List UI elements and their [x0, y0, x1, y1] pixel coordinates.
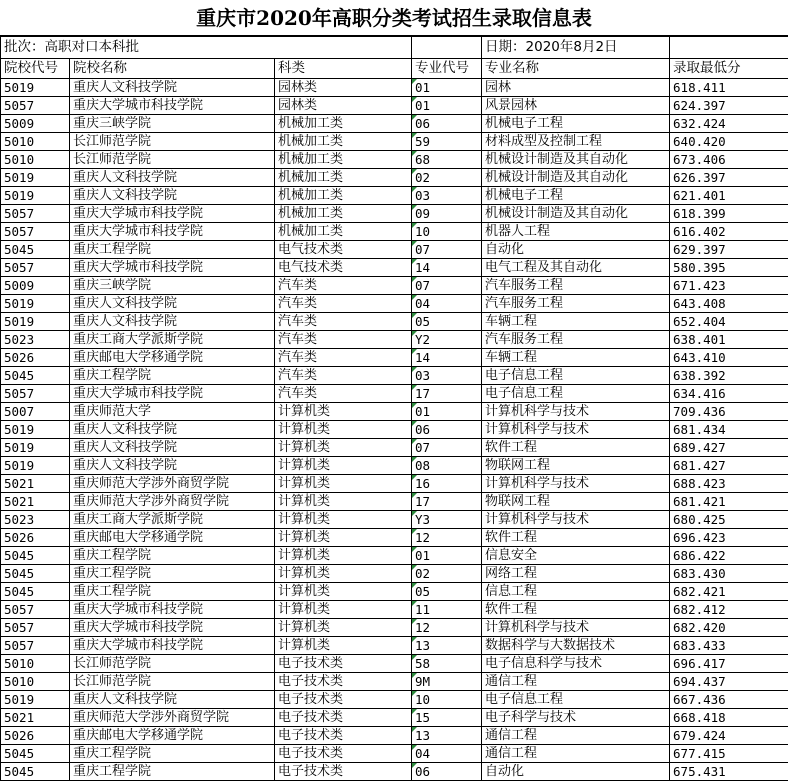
- table-row: [1, 511, 788, 529]
- header-major-code[interactable]: 专业代号: [412, 59, 482, 79]
- school-name-cell[interactable]: 重庆大学城市科技学院: [70, 97, 275, 115]
- min-score-cell[interactable]: 618.411: [670, 79, 788, 97]
- admission-table: [0, 36, 788, 781]
- table-row: [1, 547, 788, 565]
- category-cell[interactable]: 电子技术类: [275, 655, 412, 673]
- school-name-cell[interactable]: 重庆工商大学派斯学院: [70, 331, 275, 349]
- min-score-cell[interactable]: 696.423: [670, 529, 788, 547]
- major-name-cell[interactable]: 通信工程: [482, 745, 670, 763]
- min-score-cell[interactable]: 683.430: [670, 565, 788, 583]
- major-code-cell[interactable]: 15: [412, 709, 482, 727]
- school-name-cell[interactable]: 重庆人文科技学院: [70, 421, 275, 439]
- major-code-cell[interactable]: 17: [412, 493, 482, 511]
- table-row: [1, 97, 788, 115]
- category-cell[interactable]: 电子技术类: [275, 673, 412, 691]
- category-cell[interactable]: 计算机类: [275, 421, 412, 439]
- major-code-cell[interactable]: 07: [412, 277, 482, 295]
- category-cell[interactable]: 机械加工类: [275, 133, 412, 151]
- school-name-cell[interactable]: 重庆工程学院: [70, 583, 275, 601]
- major-name-cell[interactable]: 物联网工程: [482, 493, 670, 511]
- min-score-cell[interactable]: 638.392: [670, 367, 788, 385]
- major-name-cell[interactable]: 计算机科学与技术: [482, 403, 670, 421]
- header-min-score[interactable]: 录取最低分: [670, 59, 788, 79]
- min-score-cell[interactable]: 643.408: [670, 295, 788, 313]
- school-code-cell[interactable]: 5021: [1, 475, 70, 493]
- major-name-cell[interactable]: 软件工程: [482, 439, 670, 457]
- school-code-cell[interactable]: 5057: [1, 601, 70, 619]
- school-code-cell[interactable]: 5019: [1, 457, 70, 475]
- major-code-cell[interactable]: 02: [412, 169, 482, 187]
- school-code-cell[interactable]: 5026: [1, 727, 70, 745]
- major-code-cell[interactable]: 05: [412, 313, 482, 331]
- major-code-cell[interactable]: 06: [412, 115, 482, 133]
- school-name-cell[interactable]: 重庆大学城市科技学院: [70, 619, 275, 637]
- table-row: [1, 637, 788, 655]
- category-cell[interactable]: 汽车类: [275, 295, 412, 313]
- table-row: [1, 313, 788, 331]
- major-code-cell[interactable]: 13: [412, 637, 482, 655]
- major-code-cell[interactable]: 12: [412, 529, 482, 547]
- category-cell[interactable]: 机械加工类: [275, 115, 412, 133]
- school-name-cell[interactable]: 重庆工程学院: [70, 547, 275, 565]
- category-cell[interactable]: 汽车类: [275, 277, 412, 295]
- category-cell[interactable]: 计算机类: [275, 583, 412, 601]
- school-name-cell[interactable]: 重庆大学城市科技学院: [70, 637, 275, 655]
- school-name-cell[interactable]: 重庆师范大学: [70, 403, 275, 421]
- school-code-cell[interactable]: 5019: [1, 421, 70, 439]
- table-row: [1, 223, 788, 241]
- school-name-cell[interactable]: 重庆人文科技学院: [70, 457, 275, 475]
- table-row: [1, 529, 788, 547]
- major-name-cell[interactable]: 机械电子工程: [482, 115, 670, 133]
- min-score-cell[interactable]: 686.422: [670, 547, 788, 565]
- school-code-cell[interactable]: 5021: [1, 493, 70, 511]
- school-name-cell[interactable]: 重庆邮电大学移通学院: [70, 349, 275, 367]
- school-code-cell[interactable]: 5007: [1, 403, 70, 421]
- category-cell[interactable]: 汽车类: [275, 349, 412, 367]
- major-name-cell[interactable]: 机械电子工程: [482, 187, 670, 205]
- category-cell[interactable]: 计算机类: [275, 619, 412, 637]
- major-name-cell[interactable]: 车辆工程: [482, 349, 670, 367]
- major-code-cell[interactable]: 17: [412, 385, 482, 403]
- min-score-cell[interactable]: 683.433: [670, 637, 788, 655]
- table-row: [1, 151, 788, 169]
- min-score-cell[interactable]: 634.416: [670, 385, 788, 403]
- category-cell[interactable]: 汽车类: [275, 385, 412, 403]
- major-name-cell[interactable]: 数据科学与大数据技术: [482, 637, 670, 655]
- major-name-cell[interactable]: 机械设计制造及其自动化: [482, 169, 670, 187]
- school-code-cell[interactable]: 5057: [1, 259, 70, 277]
- category-cell[interactable]: 园林类: [275, 97, 412, 115]
- min-score-cell[interactable]: 681.421: [670, 493, 788, 511]
- category-cell[interactable]: 计算机类: [275, 565, 412, 583]
- major-code-cell[interactable]: Y3: [412, 511, 482, 529]
- school-name-cell[interactable]: 重庆工程学院: [70, 763, 275, 781]
- table-row: [1, 709, 788, 727]
- major-code-cell[interactable]: 11: [412, 601, 482, 619]
- major-name-cell[interactable]: 通信工程: [482, 673, 670, 691]
- major-name-cell[interactable]: 网络工程: [482, 565, 670, 583]
- school-name-cell[interactable]: 长江师范学院: [70, 673, 275, 691]
- batch-cell[interactable]: 批次：高职对口本科批: [1, 37, 412, 59]
- school-code-cell[interactable]: 5019: [1, 295, 70, 313]
- major-code-cell[interactable]: 14: [412, 349, 482, 367]
- table-row: [1, 745, 788, 763]
- category-cell[interactable]: 电子技术类: [275, 709, 412, 727]
- major-name-cell[interactable]: 软件工程: [482, 601, 670, 619]
- school-code-cell[interactable]: 5057: [1, 97, 70, 115]
- major-code-cell[interactable]: 13: [412, 727, 482, 745]
- school-name-cell[interactable]: 重庆大学城市科技学院: [70, 259, 275, 277]
- table-row: [1, 133, 788, 151]
- school-name-cell[interactable]: 重庆大学城市科技学院: [70, 223, 275, 241]
- school-name-cell[interactable]: 重庆大学城市科技学院: [70, 385, 275, 403]
- major-code-cell[interactable]: 01: [412, 403, 482, 421]
- major-code-cell[interactable]: 06: [412, 421, 482, 439]
- major-code-cell[interactable]: 10: [412, 223, 482, 241]
- school-code-cell[interactable]: 5019: [1, 187, 70, 205]
- school-name-cell[interactable]: 重庆师范大学涉外商贸学院: [70, 709, 275, 727]
- school-name-cell[interactable]: 长江师范学院: [70, 151, 275, 169]
- school-code-cell[interactable]: 5057: [1, 619, 70, 637]
- min-score-cell[interactable]: 632.424: [670, 115, 788, 133]
- min-score-cell[interactable]: 652.404: [670, 313, 788, 331]
- category-cell[interactable]: 园林类: [275, 79, 412, 97]
- min-score-cell[interactable]: 638.401: [670, 331, 788, 349]
- date-cell[interactable]: 日期：2020年8月2日: [482, 37, 670, 59]
- school-name-cell[interactable]: 重庆人文科技学院: [70, 439, 275, 457]
- major-name-cell[interactable]: 电子信息工程: [482, 385, 670, 403]
- table-row: [1, 403, 788, 421]
- major-name-cell[interactable]: 园林: [482, 79, 670, 97]
- table-row: [1, 655, 788, 673]
- major-code-cell[interactable]: 9M: [412, 673, 482, 691]
- school-code-cell[interactable]: 5009: [1, 115, 70, 133]
- school-code-cell[interactable]: 5057: [1, 205, 70, 223]
- category-cell[interactable]: 机械加工类: [275, 223, 412, 241]
- school-name-cell[interactable]: 重庆人文科技学院: [70, 169, 275, 187]
- header-school-name[interactable]: 院校名称: [70, 59, 275, 79]
- major-code-cell[interactable]: 07: [412, 439, 482, 457]
- school-code-cell[interactable]: 5010: [1, 673, 70, 691]
- major-code-cell[interactable]: 04: [412, 295, 482, 313]
- school-name-cell[interactable]: 重庆工程学院: [70, 367, 275, 385]
- category-cell[interactable]: 电子技术类: [275, 745, 412, 763]
- major-code-cell[interactable]: 06: [412, 763, 482, 781]
- major-name-cell[interactable]: 软件工程: [482, 529, 670, 547]
- major-code-cell[interactable]: 09: [412, 205, 482, 223]
- category-cell[interactable]: 汽车类: [275, 331, 412, 349]
- min-score-cell[interactable]: 682.421: [670, 583, 788, 601]
- school-name-cell[interactable]: 重庆邮电大学移通学院: [70, 529, 275, 547]
- min-score-cell[interactable]: 675.431: [670, 763, 788, 781]
- major-name-cell[interactable]: 计算机科学与技术: [482, 511, 670, 529]
- empty-cell[interactable]: [412, 37, 482, 59]
- major-name-cell[interactable]: 机械设计制造及其自动化: [482, 151, 670, 169]
- table-row: [1, 295, 788, 313]
- table-row: [1, 619, 788, 637]
- major-code-cell[interactable]: 04: [412, 745, 482, 763]
- min-score-cell[interactable]: 709.436: [670, 403, 788, 421]
- major-code-cell[interactable]: 10: [412, 691, 482, 709]
- major-code-cell[interactable]: 03: [412, 367, 482, 385]
- category-cell[interactable]: 电子技术类: [275, 691, 412, 709]
- category-cell[interactable]: 计算机类: [275, 403, 412, 421]
- major-code-cell[interactable]: 01: [412, 79, 482, 97]
- category-cell[interactable]: 电气技术类: [275, 259, 412, 277]
- school-name-cell[interactable]: 重庆人文科技学院: [70, 187, 275, 205]
- major-code-cell[interactable]: 14: [412, 259, 482, 277]
- category-cell[interactable]: 计算机类: [275, 493, 412, 511]
- school-code-cell[interactable]: 5045: [1, 565, 70, 583]
- min-score-cell[interactable]: 682.420: [670, 619, 788, 637]
- table-row: [1, 169, 788, 187]
- major-code-cell[interactable]: 05: [412, 583, 482, 601]
- major-code-cell[interactable]: 07: [412, 241, 482, 259]
- table-row: [1, 331, 788, 349]
- major-code-cell[interactable]: 12: [412, 619, 482, 637]
- school-name-cell[interactable]: 长江师范学院: [70, 655, 275, 673]
- table-row: [1, 367, 788, 385]
- category-cell[interactable]: 计算机类: [275, 511, 412, 529]
- school-name-cell[interactable]: 重庆工程学院: [70, 745, 275, 763]
- major-name-cell[interactable]: 通信工程: [482, 727, 670, 745]
- table-row: [1, 421, 788, 439]
- major-code-cell[interactable]: 01: [412, 547, 482, 565]
- table-row: [1, 205, 788, 223]
- major-name-cell[interactable]: 计算机科学与技术: [482, 475, 670, 493]
- min-score-cell[interactable]: 673.406: [670, 151, 788, 169]
- school-code-cell[interactable]: 5057: [1, 385, 70, 403]
- table-row: [1, 187, 788, 205]
- school-code-cell[interactable]: 5026: [1, 529, 70, 547]
- school-name-cell[interactable]: 重庆人文科技学院: [70, 79, 275, 97]
- category-cell[interactable]: 电气技术类: [275, 241, 412, 259]
- table-row: [1, 493, 788, 511]
- min-score-cell[interactable]: 643.410: [670, 349, 788, 367]
- category-cell[interactable]: 计算机类: [275, 439, 412, 457]
- school-name-cell[interactable]: 重庆工程学院: [70, 241, 275, 259]
- school-code-cell[interactable]: 5019: [1, 439, 70, 457]
- major-name-cell[interactable]: 计算机科学与技术: [482, 619, 670, 637]
- school-name-cell[interactable]: 重庆邮电大学移通学院: [70, 727, 275, 745]
- major-name-cell[interactable]: 汽车服务工程: [482, 331, 670, 349]
- table-row: [1, 115, 788, 133]
- major-code-cell[interactable]: 68: [412, 151, 482, 169]
- category-cell[interactable]: 机械加工类: [275, 205, 412, 223]
- school-code-cell[interactable]: 5026: [1, 349, 70, 367]
- min-score-cell[interactable]: 624.397: [670, 97, 788, 115]
- major-name-cell[interactable]: 汽车服务工程: [482, 277, 670, 295]
- min-score-cell[interactable]: 621.401: [670, 187, 788, 205]
- school-code-cell[interactable]: 5019: [1, 169, 70, 187]
- school-code-cell[interactable]: 5057: [1, 637, 70, 655]
- category-cell[interactable]: 计算机类: [275, 601, 412, 619]
- category-cell[interactable]: 计算机类: [275, 475, 412, 493]
- category-cell[interactable]: 机械加工类: [275, 169, 412, 187]
- major-name-cell[interactable]: 信息工程: [482, 583, 670, 601]
- major-code-cell[interactable]: 02: [412, 565, 482, 583]
- school-name-cell[interactable]: 重庆三峡学院: [70, 277, 275, 295]
- school-code-cell[interactable]: 5019: [1, 691, 70, 709]
- header-row: [1, 59, 788, 79]
- category-cell[interactable]: 计算机类: [275, 547, 412, 565]
- major-name-cell[interactable]: 汽车服务工程: [482, 295, 670, 313]
- major-name-cell[interactable]: 电子信息工程: [482, 691, 670, 709]
- major-code-cell[interactable]: 08: [412, 457, 482, 475]
- major-name-cell[interactable]: 电子信息工程: [482, 367, 670, 385]
- table-row: [1, 583, 788, 601]
- school-name-cell[interactable]: 重庆师范大学涉外商贸学院: [70, 475, 275, 493]
- min-score-cell[interactable]: 580.395: [670, 259, 788, 277]
- min-score-cell[interactable]: 689.427: [670, 439, 788, 457]
- school-name-cell[interactable]: 重庆大学城市科技学院: [70, 601, 275, 619]
- major-code-cell[interactable]: Y2: [412, 331, 482, 349]
- min-score-cell[interactable]: 626.397: [670, 169, 788, 187]
- category-cell[interactable]: 计算机类: [275, 529, 412, 547]
- school-code-cell[interactable]: 5045: [1, 583, 70, 601]
- min-score-cell[interactable]: 679.424: [670, 727, 788, 745]
- category-cell[interactable]: 机械加工类: [275, 187, 412, 205]
- min-score-cell[interactable]: 668.418: [670, 709, 788, 727]
- school-code-cell[interactable]: 5023: [1, 511, 70, 529]
- table-row: [1, 385, 788, 403]
- major-name-cell[interactable]: 材料成型及控制工程: [482, 133, 670, 151]
- table-row: [1, 763, 788, 781]
- school-code-cell[interactable]: 5045: [1, 547, 70, 565]
- table-row: [1, 259, 788, 277]
- school-code-cell[interactable]: 5009: [1, 277, 70, 295]
- table-row: [1, 277, 788, 295]
- major-code-cell[interactable]: 16: [412, 475, 482, 493]
- min-score-cell[interactable]: 616.402: [670, 223, 788, 241]
- category-cell[interactable]: 计算机类: [275, 637, 412, 655]
- school-code-cell[interactable]: 5023: [1, 331, 70, 349]
- major-name-cell[interactable]: 自动化: [482, 241, 670, 259]
- school-code-cell[interactable]: 5045: [1, 241, 70, 259]
- school-code-cell[interactable]: 5045: [1, 745, 70, 763]
- school-code-cell[interactable]: 5057: [1, 223, 70, 241]
- school-name-cell[interactable]: 重庆工程学院: [70, 565, 275, 583]
- header-school-code[interactable]: 院校代号: [1, 59, 70, 79]
- header-major-name[interactable]: 专业名称: [482, 59, 670, 79]
- school-name-cell[interactable]: 重庆人文科技学院: [70, 691, 275, 709]
- school-code-cell[interactable]: 5045: [1, 367, 70, 385]
- category-cell[interactable]: 计算机类: [275, 457, 412, 475]
- min-score-cell[interactable]: 671.423: [670, 277, 788, 295]
- category-cell[interactable]: 汽车类: [275, 367, 412, 385]
- category-cell[interactable]: 电子技术类: [275, 763, 412, 781]
- min-score-cell[interactable]: 681.434: [670, 421, 788, 439]
- school-code-cell[interactable]: 5019: [1, 79, 70, 97]
- min-score-cell[interactable]: 681.427: [670, 457, 788, 475]
- category-cell[interactable]: 汽车类: [275, 313, 412, 331]
- school-code-cell[interactable]: 5019: [1, 313, 70, 331]
- category-cell[interactable]: 电子技术类: [275, 727, 412, 745]
- table-row: [1, 673, 788, 691]
- school-name-cell[interactable]: 重庆人文科技学院: [70, 295, 275, 313]
- empty-cell[interactable]: [670, 37, 788, 59]
- major-code-cell[interactable]: 03: [412, 187, 482, 205]
- table-row: [1, 565, 788, 583]
- major-name-cell[interactable]: 机器人工程: [482, 223, 670, 241]
- school-code-cell[interactable]: 5010: [1, 133, 70, 151]
- school-code-cell[interactable]: 5021: [1, 709, 70, 727]
- min-score-cell[interactable]: 696.417: [670, 655, 788, 673]
- school-code-cell[interactable]: 5045: [1, 763, 70, 781]
- table-title: 重庆市2020年高职分类考试招生录取信息表: [0, 0, 788, 36]
- min-score-cell[interactable]: 680.425: [670, 511, 788, 529]
- school-name-cell[interactable]: 长江师范学院: [70, 133, 275, 151]
- major-name-cell[interactable]: 信息安全: [482, 547, 670, 565]
- table-row: [1, 349, 788, 367]
- major-name-cell[interactable]: 机械设计制造及其自动化: [482, 205, 670, 223]
- min-score-cell[interactable]: 688.423: [670, 475, 788, 493]
- min-score-cell[interactable]: 629.397: [670, 241, 788, 259]
- min-score-cell[interactable]: 677.415: [670, 745, 788, 763]
- table-row: [1, 457, 788, 475]
- school-name-cell[interactable]: 重庆大学城市科技学院: [70, 205, 275, 223]
- category-cell[interactable]: 机械加工类: [275, 151, 412, 169]
- school-name-cell[interactable]: 重庆工商大学派斯学院: [70, 511, 275, 529]
- min-score-cell[interactable]: 682.412: [670, 601, 788, 619]
- table-row: [1, 79, 788, 97]
- min-score-cell[interactable]: 618.399: [670, 205, 788, 223]
- table-row: [1, 601, 788, 619]
- min-score-cell[interactable]: 694.437: [670, 673, 788, 691]
- min-score-cell[interactable]: 640.420: [670, 133, 788, 151]
- major-code-cell[interactable]: 01: [412, 97, 482, 115]
- meta-row: [1, 37, 788, 59]
- major-name-cell[interactable]: 物联网工程: [482, 457, 670, 475]
- major-name-cell[interactable]: 计算机科学与技术: [482, 421, 670, 439]
- major-name-cell[interactable]: 风景园林: [482, 97, 670, 115]
- table-row: [1, 475, 788, 493]
- major-name-cell[interactable]: 电气工程及其自动化: [482, 259, 670, 277]
- major-name-cell[interactable]: 自动化: [482, 763, 670, 781]
- school-name-cell[interactable]: 重庆师范大学涉外商贸学院: [70, 493, 275, 511]
- major-name-cell[interactable]: 电子信息科学与技术: [482, 655, 670, 673]
- table-row: [1, 727, 788, 745]
- min-score-cell[interactable]: 667.436: [670, 691, 788, 709]
- school-name-cell[interactable]: 重庆人文科技学院: [70, 313, 275, 331]
- table-row: [1, 439, 788, 457]
- school-name-cell[interactable]: 重庆三峡学院: [70, 115, 275, 133]
- school-code-cell[interactable]: 5010: [1, 655, 70, 673]
- major-code-cell[interactable]: 58: [412, 655, 482, 673]
- major-name-cell[interactable]: 电子科学与技术: [482, 709, 670, 727]
- school-code-cell[interactable]: 5010: [1, 151, 70, 169]
- header-category[interactable]: 科类: [275, 59, 412, 79]
- major-name-cell[interactable]: 车辆工程: [482, 313, 670, 331]
- table-row: [1, 241, 788, 259]
- major-code-cell[interactable]: 59: [412, 133, 482, 151]
- table-row: [1, 691, 788, 709]
